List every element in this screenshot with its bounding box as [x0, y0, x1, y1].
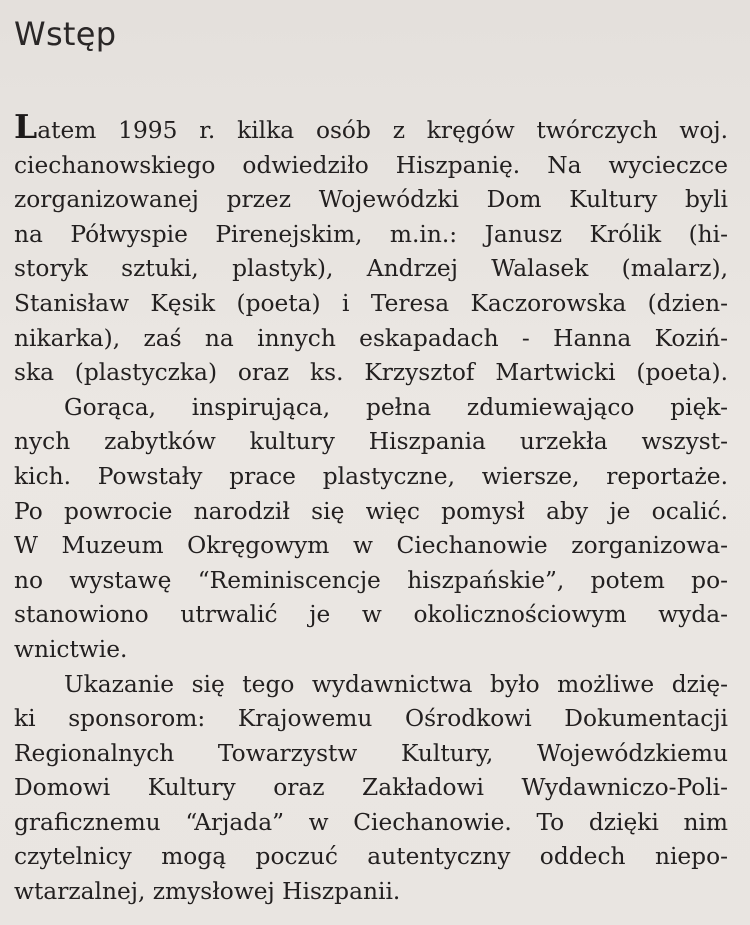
- paragraph-2-line-2: nych zabytków kultury Hiszpania urzekła wszyst-: [14, 428, 728, 456]
- paragraph-2-line-3: kich. Powstały prace plastyczne, wiersze, reportaże.: [14, 462, 728, 490]
- paragraph-1-line-5: storyk sztuki, plastyk), Andrzej Walasek (malarz),: [14, 255, 728, 283]
- paragraph-1-line-6: Stanisław Kęsik (poeta) i Teresa Kaczorowska (dzien-: [14, 289, 728, 317]
- paragraph-3-line-7: wtarzalnej, zmysłowej Hiszpanii.: [14, 878, 401, 906]
- paragraph-2-line-8: wnictwie.: [14, 635, 128, 663]
- paragraph-2-line-7: stanowiono utrwalić je w okolicznościowym wyda-: [14, 601, 728, 629]
- paragraph-1-line-3: zorganizowanej przez Wojewódzki Dom Kultury byli: [14, 186, 728, 214]
- paragraph-1-line-2: ciechanowskiego odwiedziło Hiszpanię. Na wycieczce: [14, 151, 728, 179]
- paragraph-1-line-7: nikarka), zaś na innych eskapadach - Hanna Koziń-: [14, 324, 728, 352]
- paragraph-1-line-4: na Półwyspie Pirenejskim, m.in.: Janusz Królik (hi-: [14, 220, 728, 248]
- page-title: Wstęp: [14, 15, 117, 53]
- paragraph-3-line-4: Domowi Kultury oraz Zakładowi Wydawniczo-Poli-: [14, 774, 728, 802]
- paragraph-2-line-5: W Muzeum Okręgowym w Ciechanowie zorganizowa-: [14, 532, 728, 560]
- paragraph-1-first-line-text: atem 1995 r. kilka osób z kręgów twórczych woj.: [37, 117, 728, 144]
- body-text: [14, 107, 738, 910]
- paragraph-2-line-4: Po powrocie narodził się więc pomysł aby je ocalić.: [14, 497, 728, 525]
- paragraph-3-line-1: Ukazanie się tego wydawnictwa było możliwe dzię-: [64, 670, 728, 698]
- paragraph-3-line-6: czytelnicy mogą poczuć autentyczny oddech niepo-: [14, 843, 728, 871]
- paragraph-1-line-1: [14, 107, 728, 149]
- paragraph-3-line-2: ki sponsorom: Krajowemu Ośrodkowi Dokumentacji: [14, 705, 728, 733]
- paragraph-1-line-8: ska (plastyczka) oraz ks. Krzysztof Martwicki (poeta).: [14, 359, 728, 387]
- paragraph-2-line-1: Gorąca, inspirująca, pełna zdumiewająco pięk-: [64, 393, 728, 421]
- paragraph-3-line-5: graficznemu “Arjada” w Ciechanowie. To dzięki nim: [14, 808, 728, 836]
- paragraph-2-line-6: no wystawę “Reminiscencje hiszpańskie”, potem po-: [14, 566, 728, 594]
- drop-cap: L: [14, 107, 38, 146]
- paragraph-3-line-3: Regionalnych Towarzystw Kultury, Wojewódzkiemu: [14, 739, 728, 767]
